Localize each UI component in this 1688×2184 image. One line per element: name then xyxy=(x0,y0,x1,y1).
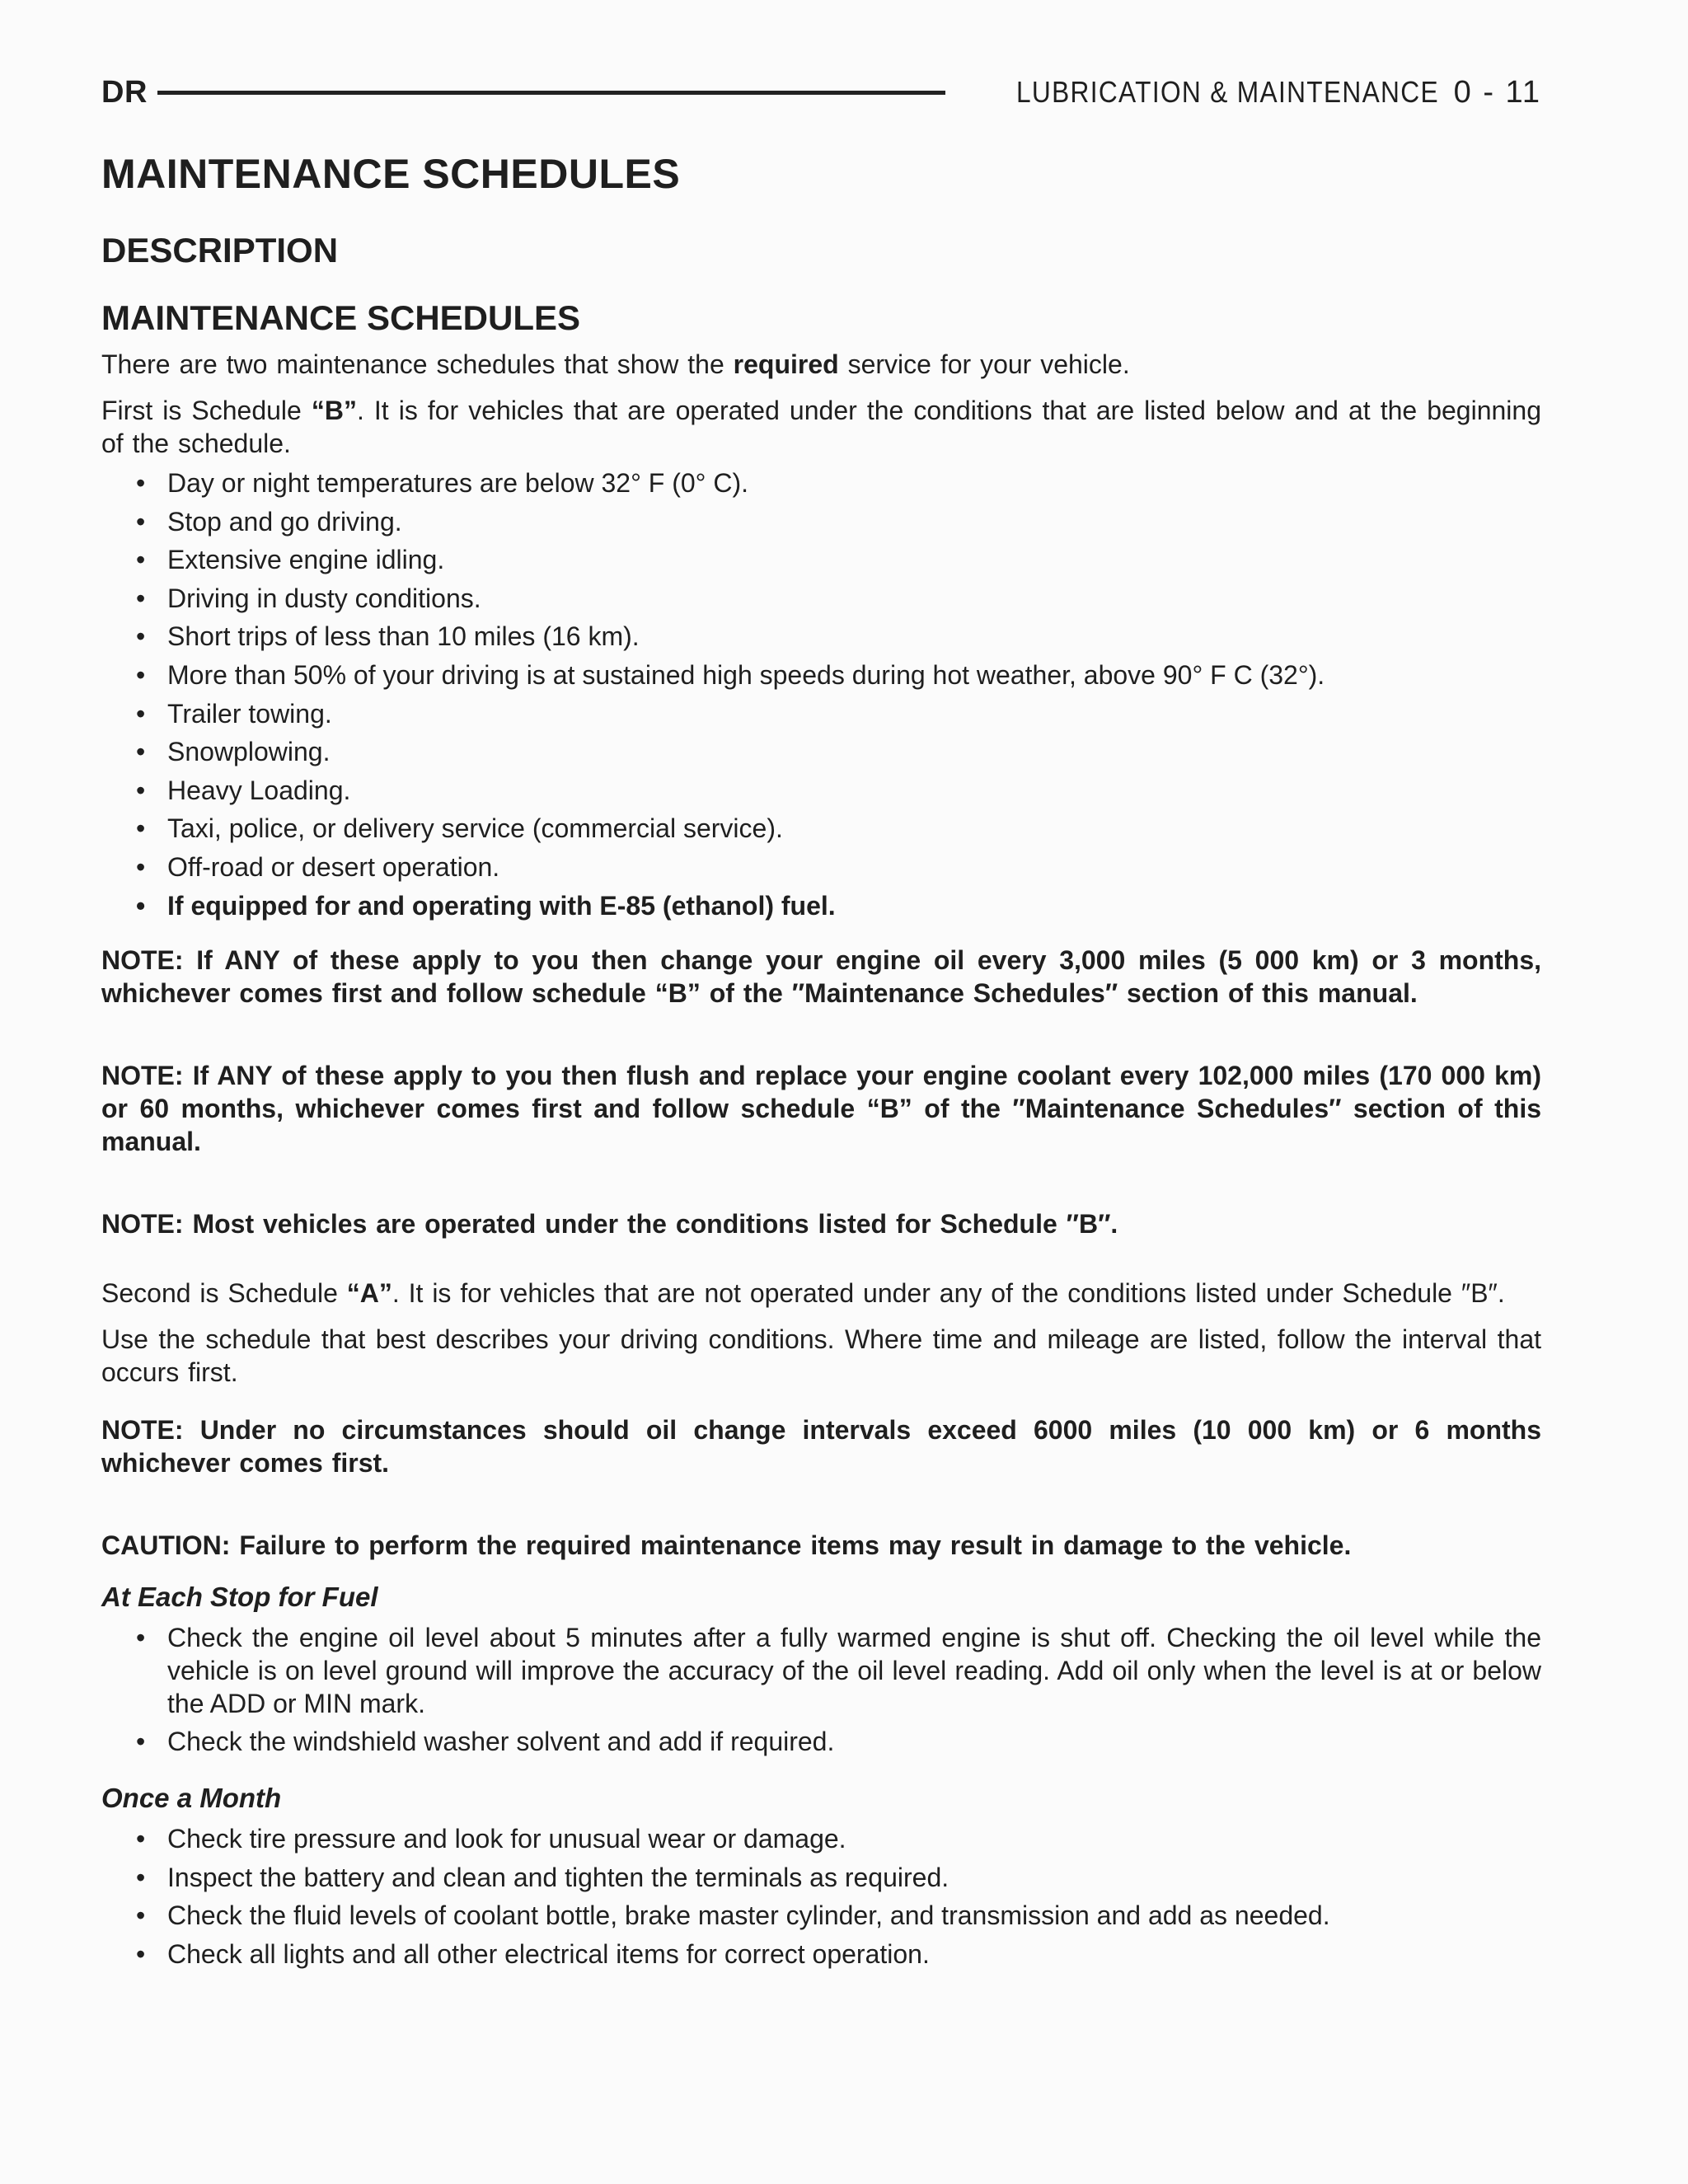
schedule-b-label: “B” xyxy=(311,396,357,425)
fuel-stop-list xyxy=(101,1621,1541,1759)
section-heading: MAINTENANCE SCHEDULES xyxy=(101,298,581,337)
list-item: • Day or night temperatures are below 32° F (0° C). xyxy=(167,466,1541,499)
use-schedule-paragraph: Use the schedule that best describes your driving conditions. Where time and mileage are listed, follow the interval that occurs first. xyxy=(101,1324,1541,1387)
list-item: • Snowplowing. xyxy=(167,735,1541,768)
list-item: • Taxi, police, or delivery service (commercial service). xyxy=(167,812,1541,845)
intro-text: There are two maintenance schedules that show the xyxy=(101,349,734,379)
list-item: • Trailer towing. xyxy=(167,697,1541,730)
page-title: MAINTENANCE SCHEDULES xyxy=(101,151,681,197)
list-item: • Inspect the battery and clean and tighten the terminals as required. xyxy=(167,1861,1541,1894)
header-section-title: LUBRICATION & MAINTENANCE xyxy=(1015,75,1439,109)
list-item: • If equipped for and operating with E-85 (ethanol) fuel. xyxy=(167,889,1541,922)
note-oil-change: NOTE: If ANY of these apply to you then change your engine oil every 3,000 miles (5 000 km) or 3 months, whichever comes first and follow schedule “B” of the ″Maintenance Schedules″ section of this manual. xyxy=(101,944,1541,1008)
list-item: • Stop and go driving. xyxy=(167,505,1541,538)
fuel-stop-heading: At Each Stop for Fuel xyxy=(101,1581,378,1612)
note-most-vehicles: NOTE: Most vehicles are operated under the conditions listed for Schedule ″B″. xyxy=(101,1208,1118,1239)
page-content xyxy=(101,150,1541,1992)
list-item: • Short trips of less than 10 miles (16 km). xyxy=(167,620,1541,653)
schedule-a-text: . It is for vehicles that are not operated under any of the conditions listed under Schedule ″B″. xyxy=(392,1277,1505,1308)
list-item: • Check the engine oil level about 5 minutes after a fully warmed engine is shut off. Checking the oil level while the vehicle is on level ground will improve the accuracy of the oil level reading. Add oil only when the level is at or below the ADD or MIN mark. xyxy=(167,1621,1541,1720)
list-item: • Check tire pressure and look for unusual wear or damage. xyxy=(167,1822,1541,1855)
schedule-a-text: Second is Schedule xyxy=(101,1277,347,1308)
list-item: • Off-road or desert operation. xyxy=(167,851,1541,883)
header-model-code: DR xyxy=(101,74,148,110)
list-item: • Extensive engine idling. xyxy=(167,543,1541,576)
schedule-b-text: . It is for vehicles that are operated under the conditions that are listed below and at the beginning of the schedule. xyxy=(101,396,1542,458)
monthly-heading: Once a Month xyxy=(101,1783,282,1814)
page-header xyxy=(101,69,1541,115)
list-item: • More than 50% of your driving is at sustained high speeds during hot weather, above 90° F C (32°). xyxy=(167,658,1541,691)
list-item: • Driving in dusty conditions. xyxy=(167,582,1541,615)
caution-maintenance: CAUTION: Failure to perform the required maintenance items may result in damage to the vehicle. xyxy=(101,1530,1352,1560)
monthly-list xyxy=(101,1822,1541,1971)
list-item: • Check the windshield washer solvent and add if required. xyxy=(167,1725,1541,1758)
header-page-number: 0 - 11 xyxy=(1453,74,1541,110)
intro-text: service for your vehicle. xyxy=(838,349,1130,379)
list-item: • Check the fluid levels of coolant bottle, brake master cylinder, and transmission and add as needed. xyxy=(167,1899,1541,1932)
conditions-list xyxy=(101,466,1541,922)
list-item: • Check all lights and all other electrical items for correct operation. xyxy=(167,1938,1541,1971)
header-rule xyxy=(157,91,945,95)
schedule-a-label: “A” xyxy=(346,1277,392,1308)
list-item: • Heavy Loading. xyxy=(167,774,1541,807)
schedule-a-paragraph xyxy=(101,1277,1541,1310)
note-coolant: NOTE: If ANY of these apply to you then flush and replace your engine coolant every 102,000 miles (170 000 km) or 60 months, whichever comes first and follow schedule “B” of the ″Maintenance Schedules″ section of this manual. xyxy=(101,1060,1541,1156)
schedule-b-paragraph xyxy=(101,394,1541,460)
intro-bold-text: required xyxy=(733,349,839,379)
description-heading: DESCRIPTION xyxy=(101,231,339,269)
note-oil-interval: NOTE: Under no circumstances should oil change intervals exceed 6000 miles (10 000 km) or 6 months whichever comes first. xyxy=(101,1414,1541,1478)
intro-paragraph xyxy=(101,348,1541,381)
schedule-b-text: First is Schedule xyxy=(101,396,312,425)
